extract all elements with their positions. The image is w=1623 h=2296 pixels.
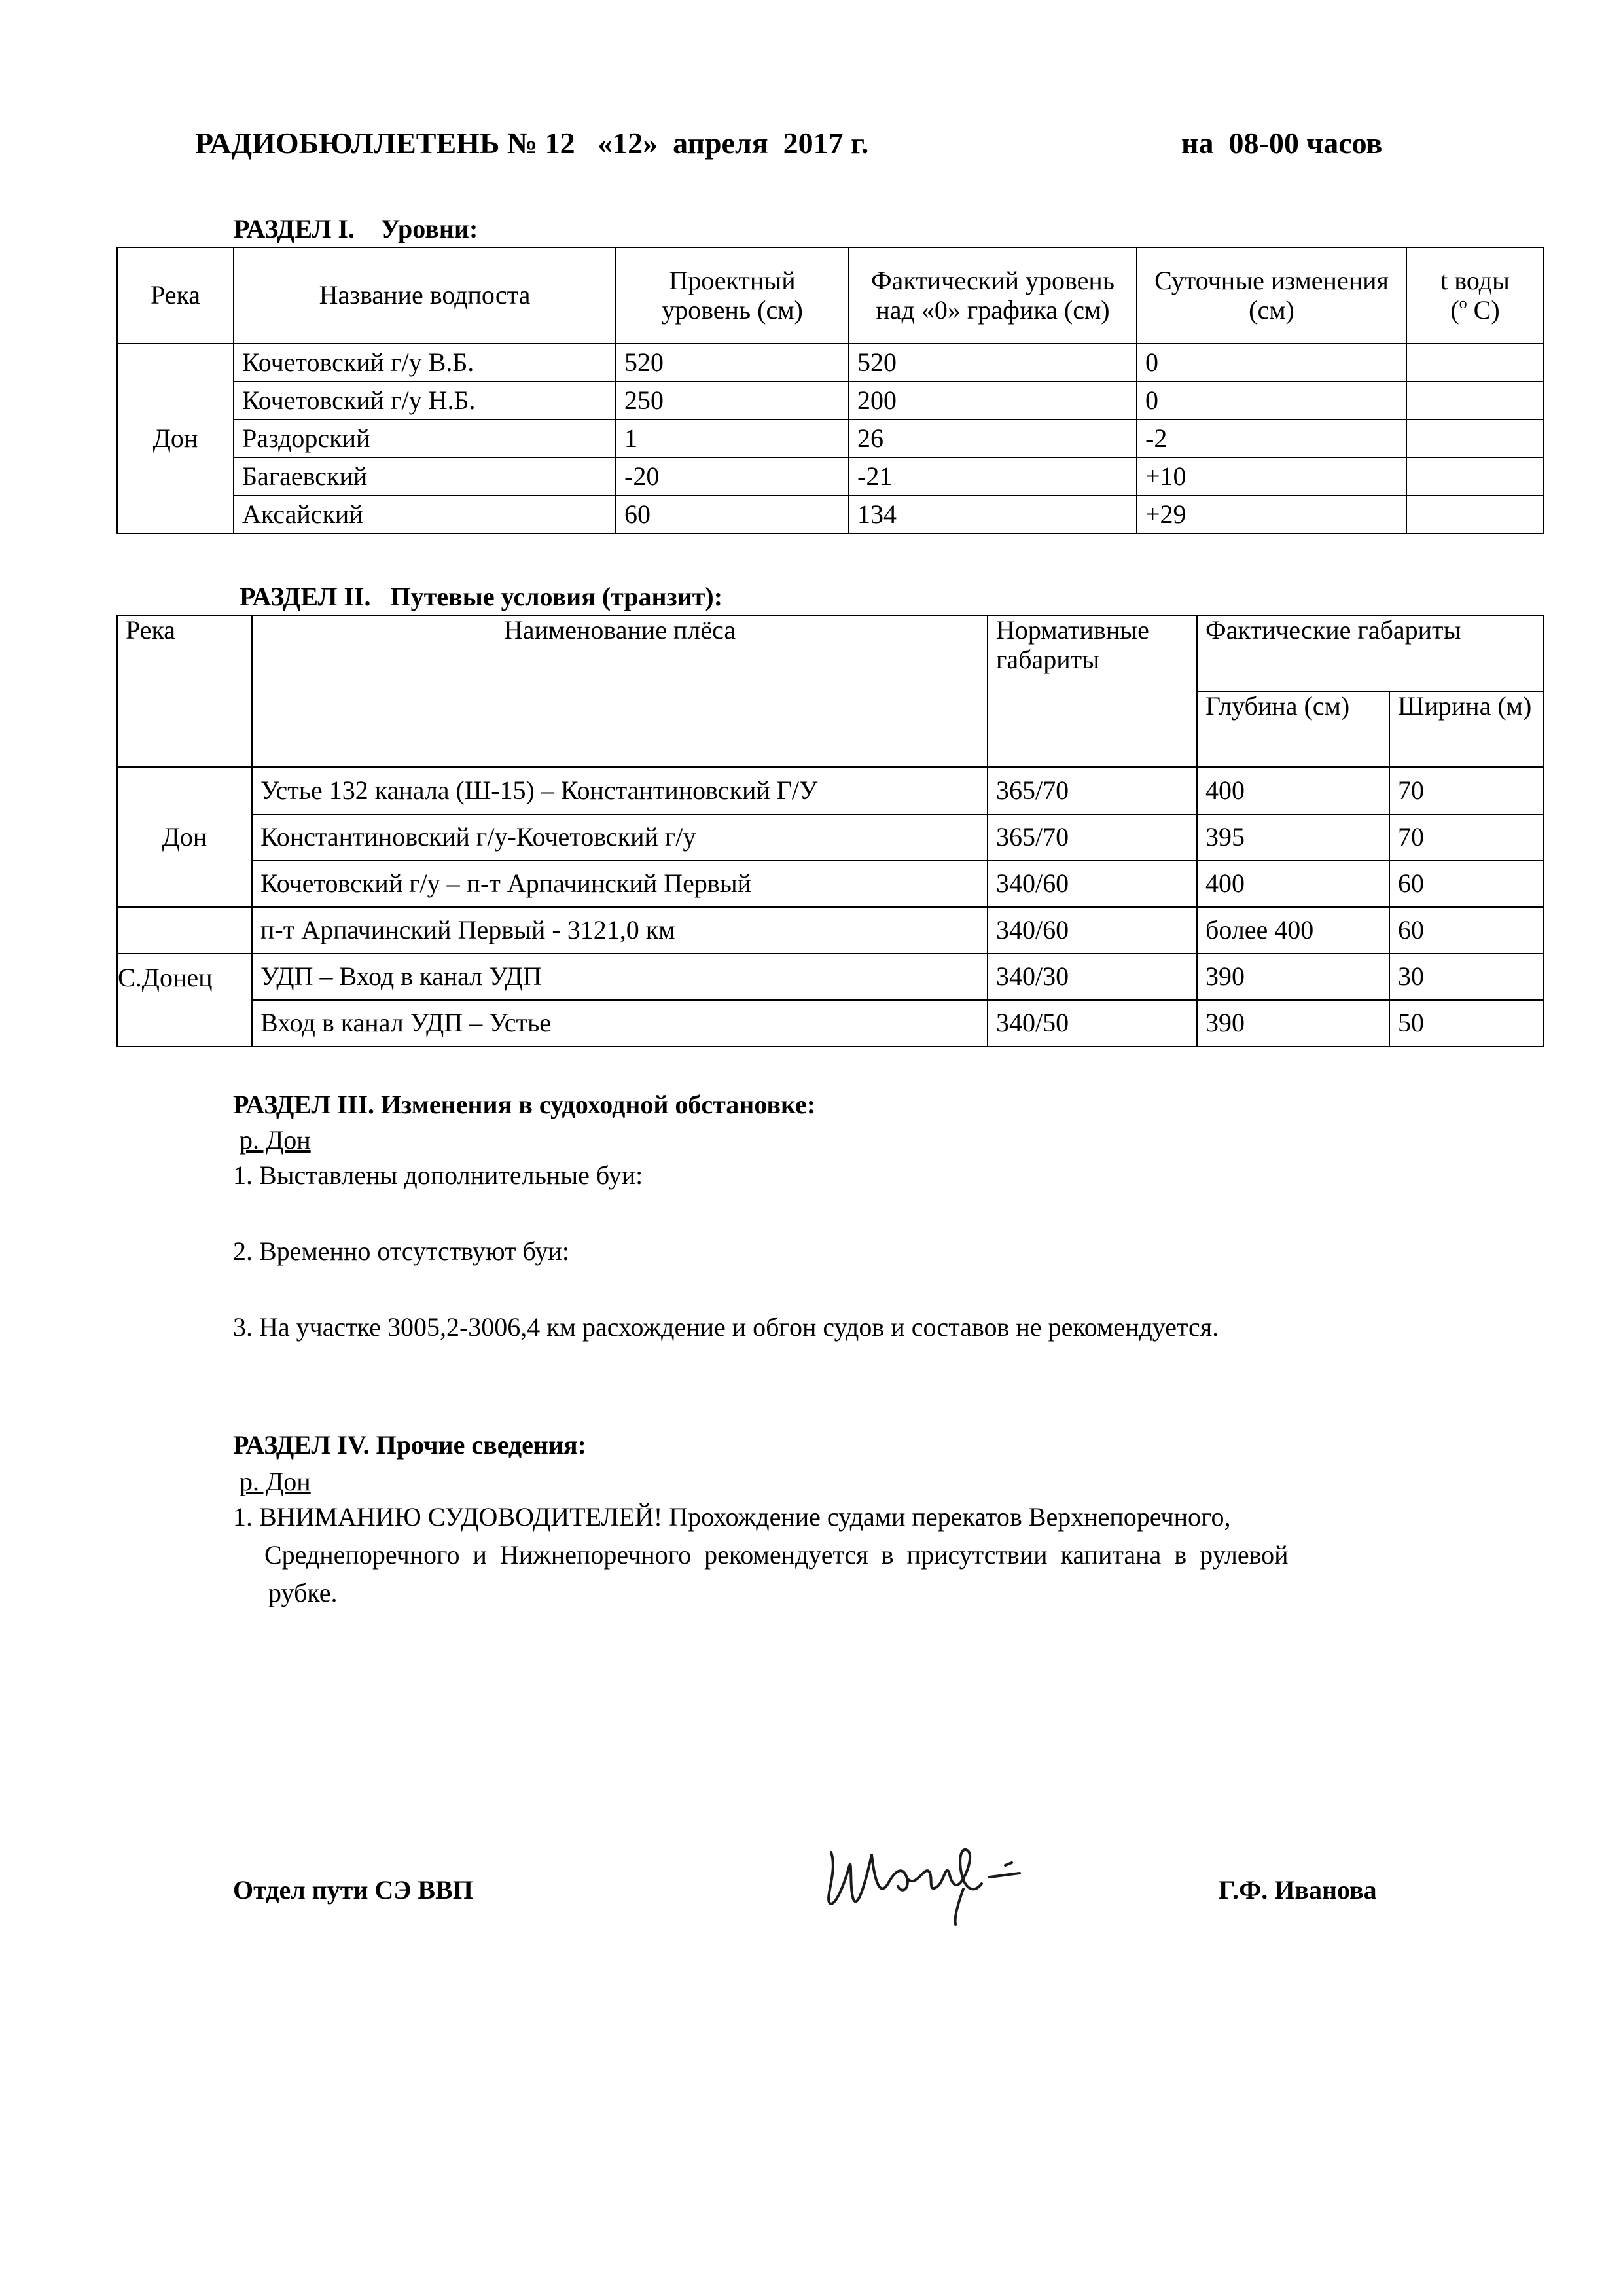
depth-cell: 400 [1197,767,1389,814]
river-cell-empty [117,907,252,954]
table-row [117,814,1544,861]
depth-cell: 390 [1197,1000,1389,1047]
table-row [117,861,1544,907]
temp-unit: C [1473,295,1491,325]
levels-header-row [117,247,1544,344]
post-cell: Раздорский [234,420,616,457]
post-cell: Багаевский [234,457,616,495]
normative-cell: 365/70 [988,814,1197,861]
section4-heading: РАЗДЕЛ IV. Прочие сведения: [233,1430,586,1460]
post-cell: Кочетовский г/у В.Б. [234,344,616,382]
bulletin-title: РАДИОБЮЛЛЕТЕНЬ № 12 «12» апреля 2017 г. [195,126,869,160]
normative-cell: 365/70 [988,767,1197,814]
header-actual: Фактические габариты [1197,615,1544,691]
table-row [117,907,1544,954]
design-cell: 250 [616,382,849,420]
width-cell: 30 [1389,954,1544,1000]
section4-item-line2: Среднепоречного и Нижнепоречного рекомендуется в присутствии капитана в рулевой [264,1540,1289,1570]
actual-cell: 520 [849,344,1137,382]
department-label: Отдел пути СЭ ВВП [233,1875,473,1905]
width-cell: 70 [1389,814,1544,861]
river-cell: Дон [117,344,234,533]
degree-sign: o [1459,295,1467,312]
section4-river: р. Дон [240,1467,311,1496]
actual-cell: 26 [849,420,1137,457]
header-river: Река [117,615,252,767]
reach-cell: Вход в канал УДП – Устье [252,1000,988,1047]
reach-cell: Константиновский г/у-Кочетовский г/у [252,814,988,861]
header-width: Ширина (м) [1389,691,1544,767]
post-cell: Кочетовский г/у Н.Б. [234,382,616,420]
river-cell: С.Донец [117,954,252,1047]
section3-item-2: 2. Временно отсутствуют буи: [233,1236,569,1266]
header-normative: Нормативные габариты [988,615,1197,767]
table-row [117,954,1544,1000]
normative-cell: 340/60 [988,907,1197,954]
design-cell: -20 [616,457,849,495]
header-design-level: Проектный уровень (см) [616,247,849,344]
temp-label: t воды [1440,265,1510,295]
header-actual-level: Фактический уровень над «0» графика (см) [849,247,1137,344]
daily-cell: -2 [1137,420,1406,457]
width-cell: 70 [1389,767,1544,814]
signature-icon [812,1826,1047,1937]
reach-cell: п-т Арпачинский Первый - 3121,0 км [252,907,988,954]
transit-table [116,615,1544,1047]
table-row [117,344,1544,382]
temp-cell [1406,495,1544,533]
actual-cell: 134 [849,495,1137,533]
levels-table [116,247,1544,534]
reach-cell: Кочетовский г/у – п-т Арпачинский Первый [252,861,988,907]
temp-cell [1406,382,1544,420]
table-row [117,382,1544,420]
table-row [117,457,1544,495]
design-cell: 60 [616,495,849,533]
depth-cell: 400 [1197,861,1389,907]
header-daily-change: Суточные изменения (см) [1137,247,1406,344]
table-row [117,767,1544,814]
section1-heading: РАЗДЕЛ I. Уровни: [234,214,478,243]
width-cell: 60 [1389,907,1544,954]
depth-cell: 390 [1197,954,1389,1000]
header-post: Название водпоста [234,247,616,344]
table-row [117,420,1544,457]
normative-cell: 340/60 [988,861,1197,907]
daily-cell: +10 [1137,457,1406,495]
depth-cell: более 400 [1197,907,1389,954]
transit-header-row [117,615,1544,691]
section3-item-1: 1. Выставлены дополнительные буи: [233,1160,643,1190]
width-cell: 60 [1389,861,1544,907]
table-row [117,1000,1544,1047]
daily-cell: 0 [1137,382,1406,420]
normative-cell: 340/30 [988,954,1197,1000]
actual-cell: -21 [849,457,1137,495]
daily-cell: 0 [1137,344,1406,382]
section3-river: р. Дон [240,1125,311,1155]
section4-item-line3: рубке. [268,1578,338,1607]
section3-heading: РАЗДЕЛ III. Изменения в судоходной обстановке: [233,1090,816,1119]
design-cell: 520 [616,344,849,382]
section4-item-line1: 1. ВНИМАНИЮ СУДОВОДИТЕЛЕЙ! Прохождение судами перекатов Верхнепоречного, [233,1502,1231,1532]
reach-cell: УДП – Вход в канал УДП [252,954,988,1000]
header-depth: Глубина (см) [1197,691,1389,767]
depth-cell: 395 [1197,814,1389,861]
table-row [117,495,1544,533]
header-reach: Наименование плёса [252,615,988,767]
temp-cell [1406,457,1544,495]
bulletin-time: на 08-00 часов [1181,126,1383,160]
header-river: Река [117,247,234,344]
width-cell: 50 [1389,1000,1544,1047]
post-cell: Аксайский [234,495,616,533]
normative-cell: 340/50 [988,1000,1197,1047]
river-cell: Дон [117,767,252,907]
section3-item-3: 3. На участке 3005,2-3006,4 км расхождение и обгон судов и составов не рекомендуется. [233,1312,1219,1342]
design-cell: 1 [616,420,849,457]
signatory-name: Г.Ф. Иванова [1219,1875,1377,1905]
section2-heading: РАЗДЕЛ II. Путевые условия (транзит): [240,582,723,611]
reach-cell: Устье 132 канала (Ш-15) – Константиновский Г/У [252,767,988,814]
daily-cell: +29 [1137,495,1406,533]
temp-cell [1406,420,1544,457]
actual-cell: 200 [849,382,1137,420]
header-water-temp: t воды ($^o$ C) [1406,247,1544,344]
temp-cell [1406,344,1544,382]
